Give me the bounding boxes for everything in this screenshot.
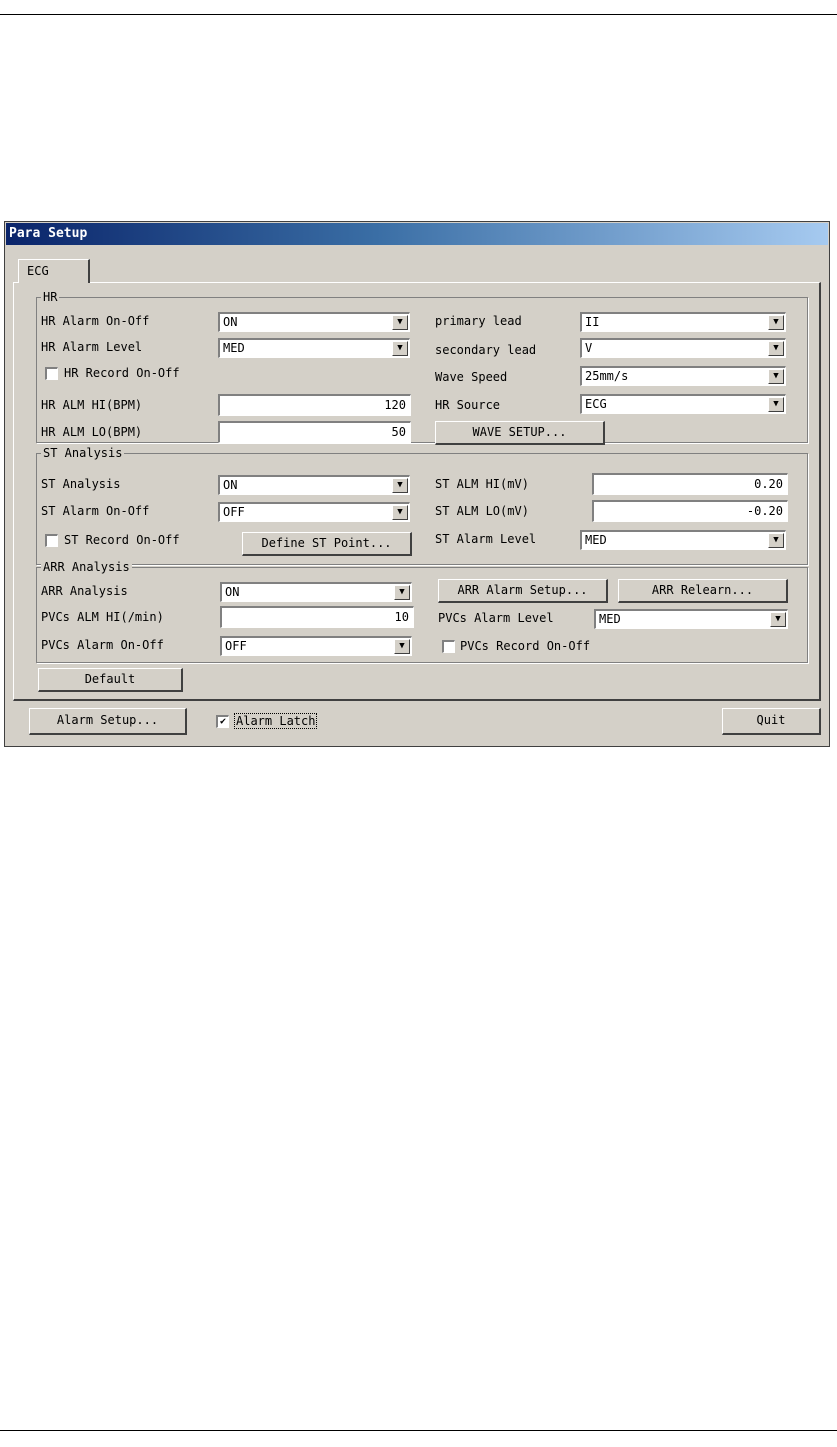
wave-speed-value: 25mm/s [585,369,629,383]
pvcs-alarm-level-value: MED [599,612,621,626]
hr-source-label: HR Source [435,398,501,412]
st-group-legend: ST Analysis [43,446,123,460]
dropdown-arrow-icon[interactable]: ▼ [768,369,784,384]
st-alm-lo-input[interactable]: -0.20 [592,500,788,522]
hr-group-legend: HR [43,290,58,304]
alarm-latch-label-wrap [234,711,317,731]
para-setup-dialog [4,221,830,747]
dropdown-arrow-icon[interactable]: ▼ [770,612,786,627]
dropdown-arrow-icon[interactable]: ▼ [768,341,784,356]
pvcs-record-on-off-label: PVCs Record On-Off [460,639,591,653]
st-analysis-select[interactable] [218,475,410,495]
window-title[interactable]: Para Setup [6,223,828,245]
wave-speed-label: Wave Speed [435,370,508,384]
dropdown-arrow-icon[interactable]: ▼ [392,505,408,520]
checkmark-icon: ✔ [219,716,227,727]
hr-alm-hi-input[interactable]: 120 [218,394,411,416]
hr-alm-lo-label: HR ALM LO(BPM) [41,425,143,439]
hr-source-value: ECG [585,397,607,411]
wave-speed-select[interactable] [580,366,786,386]
pvcs-alm-hi-input[interactable]: 10 [220,606,414,628]
hr-alarm-level-value: MED [223,341,245,355]
hr-record-on-off-label: HR Record On-Off [64,366,180,380]
dropdown-arrow-icon[interactable]: ▼ [768,315,784,330]
primary-lead-select[interactable] [580,312,786,332]
dropdown-arrow-icon[interactable]: ▼ [392,341,408,356]
st-analysis-label: ST Analysis [41,477,121,491]
st-alm-hi-input[interactable]: 0.20 [592,473,788,495]
quit-button[interactable]: Quit [722,708,821,735]
st-alm-hi-label: ST ALM HI(mV) [435,477,529,491]
arr-analysis-label: ARR Analysis [41,584,128,598]
secondary-lead-value: V [585,341,593,355]
pvcs-record-checkbox[interactable] [442,640,455,653]
dropdown-arrow-icon[interactable]: ▼ [394,585,410,600]
tab-ecg[interactable]: ECG [18,259,90,283]
hr-source-select[interactable] [580,394,786,414]
arr-alarm-setup-button[interactable]: ARR Alarm Setup... [438,579,608,603]
st-alm-lo-label: ST ALM LO(mV) [435,504,529,518]
arr-group-legend: ARR Analysis [43,560,130,574]
hr-alarm-on-off-select[interactable] [218,312,410,332]
pvcs-alarm-on-off-label: PVCs Alarm On-Off [41,638,164,652]
dropdown-arrow-icon[interactable]: ▼ [392,315,408,330]
pvcs-alarm-on-off-value: OFF [225,639,247,653]
default-button[interactable]: Default [38,668,183,692]
dropdown-arrow-icon[interactable]: ▼ [394,639,410,654]
st-record-on-off-label: ST Record On-Off [64,533,180,547]
alarm-latch-checkbox[interactable] [216,715,229,728]
page-top-rule [0,14,837,15]
page-bottom-rule [0,1430,837,1431]
hr-alarm-level-select[interactable] [218,338,410,358]
st-alarm-on-off-select[interactable] [218,502,410,522]
pvcs-alm-hi-label: PVCs ALM HI(/min) [41,610,164,624]
hr-alarm-on-off-label: HR Alarm On-Off [41,314,150,328]
st-analysis-value: ON [223,478,238,492]
secondary-lead-label: secondary lead [435,343,537,357]
pvcs-alarm-level-label: PVCs Alarm Level [438,611,554,625]
dropdown-arrow-icon[interactable]: ▼ [768,533,784,548]
ecg-tab-panel [13,282,821,701]
hr-alm-hi-label: HR ALM HI(BPM) [41,398,143,412]
hr-record-checkbox[interactable] [45,367,58,380]
alarm-setup-button[interactable]: Alarm Setup... [29,708,187,735]
pvcs-alarm-level-select[interactable] [594,609,788,629]
st-alarm-level-label: ST Alarm Level [435,532,537,546]
pvcs-alarm-on-off-select[interactable] [220,636,412,656]
st-alarm-level-value: MED [585,533,607,547]
hr-alm-lo-input[interactable]: 50 [218,421,411,443]
secondary-lead-select[interactable] [580,338,786,358]
st-record-checkbox[interactable] [45,534,58,547]
wave-setup-button[interactable]: WAVE SETUP... [435,421,605,445]
arr-relearn-button[interactable]: ARR Relearn... [618,579,788,603]
primary-lead-label: primary lead [435,314,522,328]
dropdown-arrow-icon[interactable]: ▼ [768,397,784,412]
st-alarm-level-select[interactable] [580,530,786,550]
primary-lead-value: II [585,315,600,329]
hr-alarm-on-off-value: ON [223,315,238,329]
hr-alarm-level-label: HR Alarm Level [41,340,143,354]
dropdown-arrow-icon[interactable]: ▼ [392,478,408,493]
st-alarm-on-off-value: OFF [223,505,245,519]
arr-analysis-select[interactable] [220,582,412,602]
st-alarm-on-off-label: ST Alarm On-Off [41,504,150,518]
define-st-point-button[interactable]: Define ST Point... [242,532,412,556]
alarm-latch-label: Alarm Latch [236,714,316,728]
arr-analysis-value: ON [225,585,240,599]
